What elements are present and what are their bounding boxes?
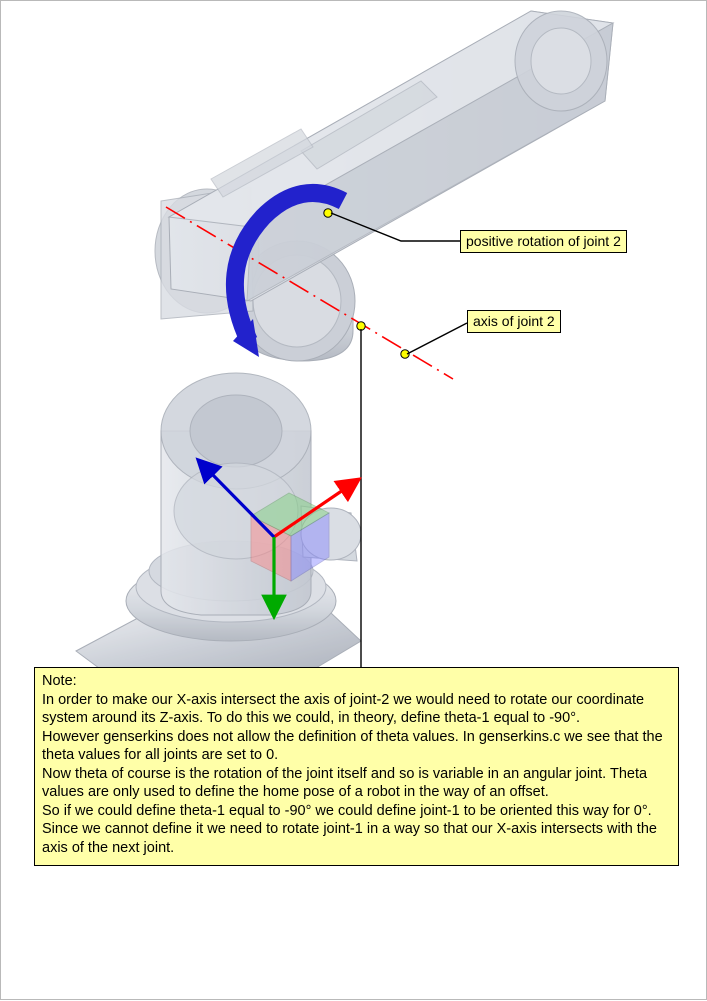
callout-axis-of-joint-2: axis of joint 2 xyxy=(467,310,561,333)
callout-positive-rotation-of-joint-2: positive rotation of joint 2 xyxy=(460,230,627,253)
note-paragraph-4: So if we could define theta-1 equal to -90° we could define joint-1 to be oriented this way for 0°. Since we cannot define it we need to rotate joint-1 in a way so that our X-axis intersects with the axis of the next joint. xyxy=(42,802,657,856)
note-heading: Note: xyxy=(42,673,77,689)
marker-dot-rotation xyxy=(324,209,332,217)
leader-line-axis xyxy=(407,323,467,354)
robot-arm-geometry xyxy=(76,11,613,691)
note-paragraph-2: However genserkins does not allow the definition of theta values. In genserkins.c we see that the theta values for all joints are set to 0. xyxy=(42,728,663,764)
note-paragraph-1: In order to make our X-axis intersect the axis of joint-2 we would need to rotate our coordinate system around its Z-axis. To do this we could, in theory, define theta-1 equal to -90°. xyxy=(42,691,645,727)
marker-dot-axis-upper xyxy=(357,322,365,330)
note-box xyxy=(34,667,679,866)
robot-link-1 xyxy=(161,373,361,615)
note-paragraph-3: Now theta of course is the rotation of the joint itself and so is variable in an angular joint. Theta values are only used to define the home pose of a robot in the way of an offset. xyxy=(42,765,648,801)
